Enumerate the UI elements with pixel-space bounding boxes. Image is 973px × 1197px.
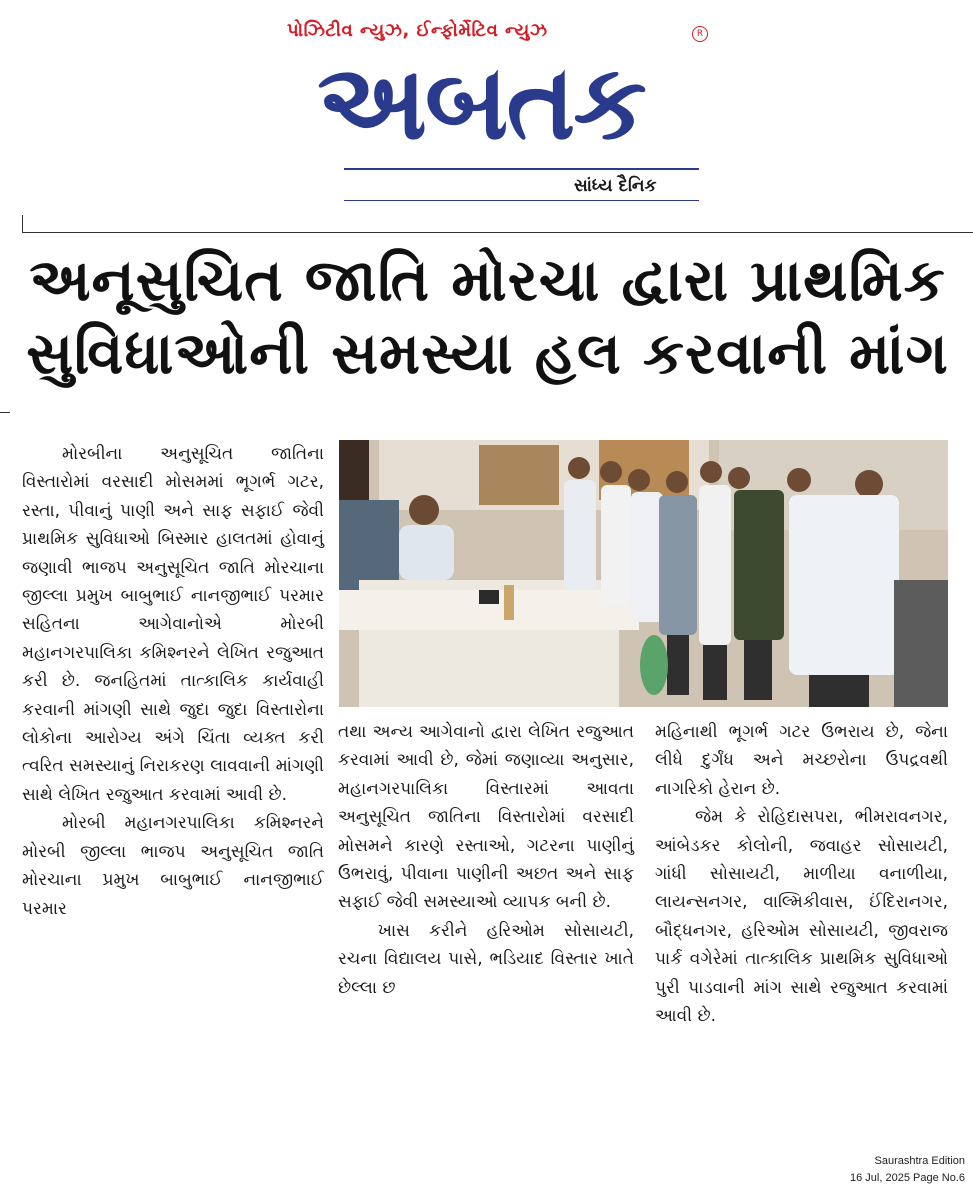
masthead-tagline: પોઝિટીવ ન્યુઝ, ઈન્ફોર્મેટિવ ન્યુઝ (287, 20, 548, 41)
page-divider-tick (22, 215, 23, 233)
headline-line-1: અનૂસુચિત જાતિ મોરચા દ્વારા પ્રાથમિક (29, 246, 946, 314)
paragraph: ખાસ કરીને હરિઓમ સોસાયટી, રચના વિદ્યાલય પાસે, ભડિયાદ વિસ્તાર ખાતે છેલ્લા છ (338, 920, 634, 998)
side-mark (0, 412, 10, 413)
masthead-edition-name: સાંધ્ય દૈનિક (574, 176, 657, 196)
headline-line-2: સુવિધાઓની સમસ્યા હલ કરવાની માંગ (26, 319, 949, 387)
paragraph: મોરબી મહાનગરપાલિકા કમિશ્નરને મોરબી જીલ્લા ભાજપ અનુસૂચિત જાતિ મોરચાના પ્રમુખ બાબુભાઈ નાનજીભાઈ પરમાર (22, 813, 324, 919)
masthead (0, 0, 973, 215)
paragraph: મોરબીના અનુસૂચિત જાતિના વિસ્તારોમાં વરસાદી મોસમમાં ભૂગર્ભ ગટર, રસ્તા, પીવાનું પાણી અને સાફ સફાઈ જેવી પ્રાથમિક સુવિધાઓ બિસ્માર હાલતમાં હોવાનું જણાવી ભાજપ અનુસૂચિત જાતિ મોરચાના જીલ્લા પ્રમુખ બાબુભાઈ નાનજીભાઈ પરમાર સહિતના આગેવાનોએ મોરબી મહાનગરપાલિકા કમિશ્નરને લેખિત રજુઆત કરી છે. જનહિતમાં તાત્કાલિક કાર્યવાહી કરવાની માંગણી સાથે જુદા જુદા વિસ્તારોના લોકોના આરોગ્ય અંગે ચિંતા વ્યક્ત કરી ત્વરિત સમસ્યાનું નિરાકરણ લાવવાની માંગણી સાથે લેખિત રજુઆત કરવામાં આવી છે. (22, 444, 324, 805)
article-column-3 (655, 718, 948, 1030)
footer-date-page: 16 Jul, 2025 Page No.6 (850, 1172, 965, 1184)
masthead-rule (344, 168, 699, 170)
registered-mark-icon: R (692, 26, 708, 42)
paragraph: તથા અન્ય આગેવાનો દ્વારા લેખિત રજુઆત કરવામાં આવી છે, જેમાં જણાવ્યા અનુસાર, મહાનગરપાલિકા વિસ્તારમાં આવતા અનુસૂચિત જાતિના વિસ્તારોમાં વરસાદી મોસમને કારણે રસ્તાઓ, ગટરના પાણીનું ઉભરાવું, પીવાના પાણીની અછત અને સાફ સફાઈ જેવી સમસ્યાઓ વ્યાપક બની છે. (338, 722, 634, 913)
paragraph: જેમ કે રોહિદાસપરા, ભીમરાવનગર, આંબેડકર કોલોની, જવાહર સોસાયટી, ગાંધી સોસાયટી, માળીયા વનાળીયા, લાયન્સનગર, વાલ્મિકીવાસ, ઈંદિરાનગર, બૌદ્ધનગર, હરિઓમ સોસાયટી, જીવરાજ પાર્ક વગેરેમાં તાત્કાલિક પ્રાથમિક સુવિધાઓ પુરી પાડવાની માંગ સાથે રજુઆત કરવામાં આવી છે. (655, 807, 948, 1027)
article-column-1 (22, 440, 324, 923)
footer-edition: Saurashtra Edition (874, 1155, 965, 1167)
article-headline (20, 244, 955, 390)
newspaper-logo: અબતક (317, 41, 645, 163)
article-column-2 (338, 718, 634, 1002)
article-photo (339, 440, 948, 707)
masthead-rule-bottom (344, 200, 699, 201)
page-divider (22, 232, 973, 233)
photo-illustration (339, 440, 948, 707)
paragraph: મહિનાથી ભૂગર્ભ ગટર ઉભરાય છે, જેના લીધે દુર્ગંધ અને મચ્છરોના ઉપદ્રવથી નાગરિકો હેરાન છે. (655, 722, 948, 799)
